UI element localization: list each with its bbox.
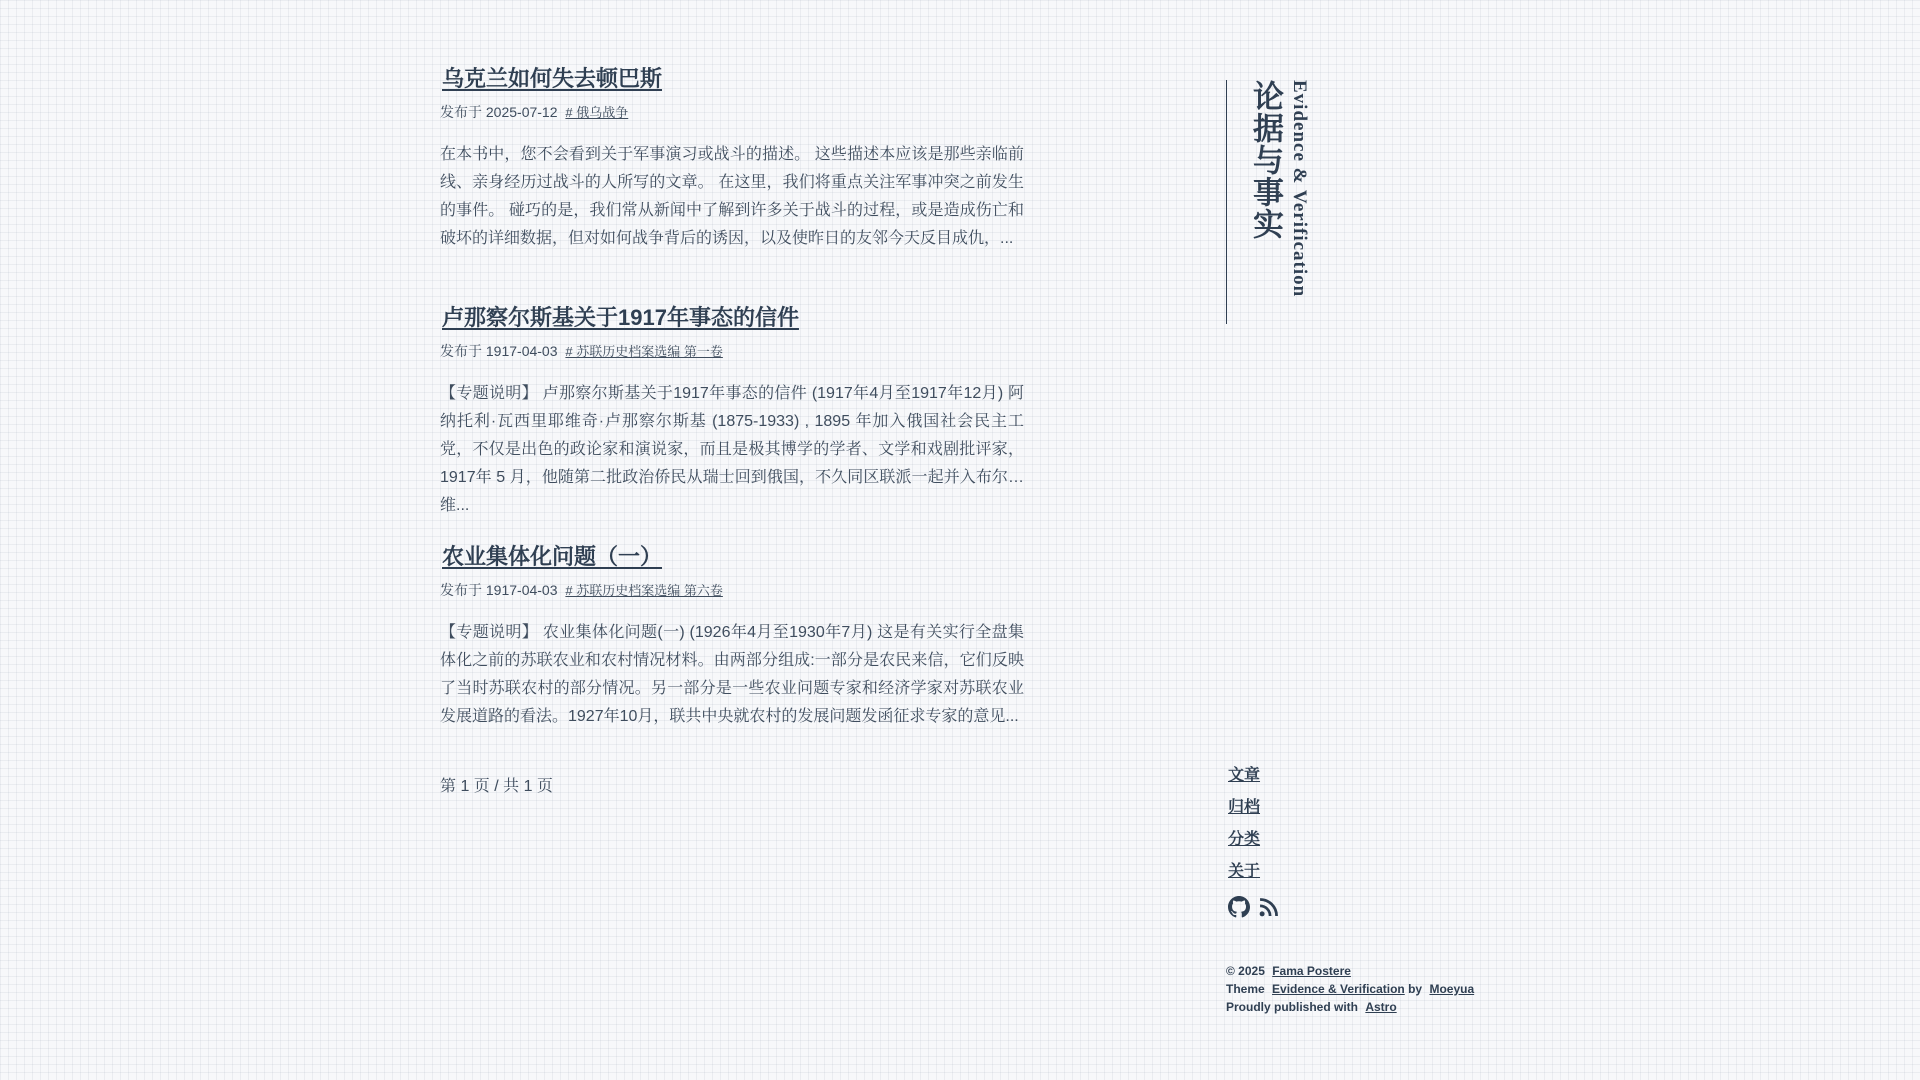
footer-published: Proudly published with: [1226, 1000, 1358, 1014]
rss-icon[interactable]: [1258, 896, 1280, 918]
post-title-link[interactable]: 卢那察尔斯基关于1917年事态的信件: [442, 305, 799, 330]
footer-owner-link[interactable]: Fama Postere: [1272, 964, 1351, 978]
post-date: 2025-07-12: [485, 104, 558, 120]
post-tag-link[interactable]: # 苏联历史档案选编 第六卷: [565, 583, 723, 598]
post-title-link[interactable]: 乌克兰如何失去顿巴斯: [442, 66, 663, 91]
pagination-status: 第 1 页 / 共 1 页: [440, 778, 553, 795]
post-item: [440, 303, 1024, 514]
nav-item-about[interactable]: 关于: [1228, 863, 1261, 880]
post-date-prefix: 发布于: [440, 104, 482, 120]
post-tag-link[interactable]: # 俄乌战争: [565, 105, 629, 120]
footer-theme-link[interactable]: Evidence & Verification: [1272, 982, 1405, 996]
footer-copyright: © 2025: [1226, 964, 1265, 978]
post-title-link[interactable]: 农业集体化问题（一）: [442, 544, 663, 569]
nav-item-articles[interactable]: 文章: [1228, 767, 1261, 784]
footer-theme-line: [1226, 980, 1526, 998]
post-tag-link[interactable]: # 苏联历史档案选编 第一卷: [565, 344, 723, 359]
post-meta: [440, 102, 1024, 123]
post-item: [440, 542, 1024, 731]
github-icon[interactable]: [1228, 896, 1250, 918]
post-meta: [440, 580, 1024, 601]
site-title-en: Evidence & Verification: [1289, 80, 1310, 298]
sidebar: [1226, 80, 1526, 1016]
site-brand: [1226, 80, 1526, 324]
nav-item-categories[interactable]: 分类: [1228, 831, 1261, 848]
site-footer: [1226, 962, 1526, 1016]
footer-author-link[interactable]: Moeyua: [1429, 982, 1475, 996]
footer-platform-link[interactable]: Astro: [1365, 1000, 1397, 1014]
footer-copyright-line: [1226, 962, 1526, 980]
nav-item-archive[interactable]: 归档: [1228, 799, 1261, 816]
post-excerpt: 在本书中，您不会看到关于军事演习或战斗的描述。 这些描述本应该是那些亲临前线、亲身经历过战斗的人所写的文章。 在这里，我们将重点关注军事冲突之前发生的事件。 碰巧的是，我们常从新闻中了解到许多关于战斗的过程，或是造成伤亡和破坏的详细数据，但对如何战争背后的诱因，以及使昨日的友邻今天反目成仇，...: [440, 146, 1024, 247]
post-item: [440, 64, 1024, 253]
footer-published-line: [1226, 998, 1526, 1016]
post-excerpt: 【专题说明】 卢那察尔斯基关于1917年事态的信件 (1917年4月至1917年12月) 阿纳托利·瓦西里耶维奇·卢那察尔斯基 (1875-1933) , 1895 年加入俄国社会民主工党，不仅是出色的政论家和演说家，而且是极其博学的学者、文学和戏剧批评家，1917年 5 月，他随第二批政治侨民从瑞士回到俄国，不久同区联派一起并入布尔什维...: [440, 385, 1024, 514]
main-nav: [1226, 760, 1526, 888]
post-date: 1917-04-03: [485, 343, 558, 359]
post-list: [440, 64, 1024, 796]
footer-theme-label: Theme: [1226, 982, 1265, 996]
footer-by: by: [1408, 982, 1423, 996]
post-date-prefix: 发布于: [440, 343, 482, 359]
site-title-cn[interactable]: 论据与事实: [1248, 80, 1283, 240]
post-date-prefix: 发布于: [440, 582, 482, 598]
post-excerpt: 【专题说明】 农业集体化问题(一) (1926年4月至1930年7月) 这是有关实行全盘集体化之前的苏联农业和农村情况材料。由两部分组成:一部分是农民来信，它们反映了当时苏联农村的部分情况。另一部分是一些农业问题专家和经济学家对苏联农业发展道路的看法。1927年10月，联共中央就农村的发展问题发函征求专家的意见...: [440, 624, 1024, 725]
social-links: [1228, 896, 1526, 918]
post-date: 1917-04-03: [485, 582, 558, 598]
post-meta: [440, 341, 1024, 362]
